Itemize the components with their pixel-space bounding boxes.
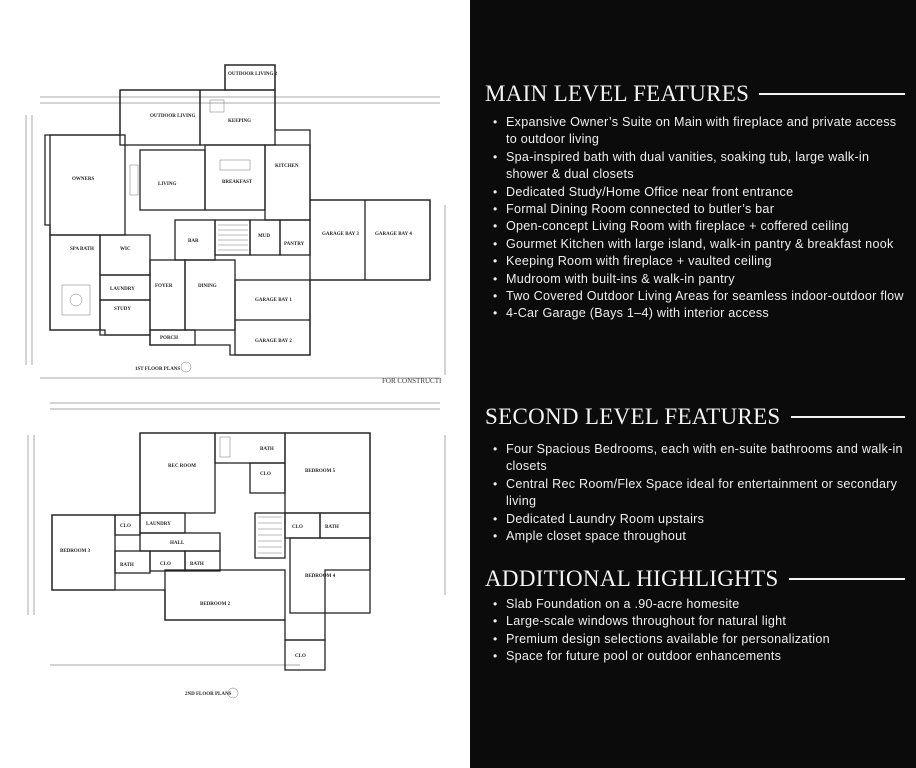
main-level-heading: MAIN LEVEL FEATURES: [485, 81, 750, 106]
feature-item: • Mudroom with built-ins & walk-in pantry: [493, 271, 905, 288]
additional-heading-row: [485, 565, 905, 593]
feature-item: • Two Covered Outdoor Living Areas for seamless indoor-outdoor flow: [493, 288, 905, 305]
feature-item: • Keeping Room with fireplace + vaulted ceiling: [493, 253, 905, 270]
second-level-heading: SECOND LEVEL FEATURES: [485, 404, 781, 429]
plan-room-label: BEDROOM 4: [305, 574, 336, 579]
plan-room-label: GARAGE BAY 2: [255, 339, 292, 344]
additional-section: [485, 565, 905, 666]
features-panel: [470, 0, 916, 768]
plan-room-label: CLO: [120, 524, 131, 529]
heading-rule: [789, 578, 905, 580]
plan-room-label: HALL: [170, 541, 185, 546]
second-level-list: [485, 441, 905, 545]
plan-room-label: LAUNDRY: [110, 287, 135, 292]
plan-room-label: BATH: [190, 562, 204, 567]
construction-stamp: FOR CONSTRUCTI: [382, 377, 442, 385]
plan-room-label: PANTRY: [284, 242, 305, 247]
plan-room-label: BEDROOM 2: [200, 602, 231, 607]
plan-room-label: MUD: [258, 234, 270, 239]
plan-room-label: GARAGE BAY 3: [322, 232, 359, 237]
plan-room-label: CLO: [292, 525, 303, 530]
plan-room-label: CLO: [160, 562, 171, 567]
feature-item: • Gourmet Kitchen with large island, walk-in pantry & breakfast nook: [493, 236, 905, 253]
second-floor-plan: [20, 395, 450, 710]
main-level-list: [485, 114, 905, 323]
second-floor-plan-title: 2ND FLOOR PLANS: [185, 692, 232, 697]
plan-room-label: BATH: [260, 447, 274, 452]
feature-item: • Dedicated Study/Home Office near front entrance: [493, 184, 905, 201]
plan-room-label: STUDY: [114, 307, 131, 312]
feature-item: • 4-Car Garage (Bays 1–4) with interior access: [493, 305, 905, 322]
additional-list: [485, 596, 905, 666]
feature-item: • Slab Foundation on a .90-acre homesite: [493, 596, 905, 613]
main-level-section: [485, 80, 905, 323]
plan-room-label: PORCH: [160, 336, 179, 341]
plan-room-label: GARAGE BAY 4: [375, 232, 412, 237]
second-level-heading-row: [485, 403, 905, 431]
plan-room-label: CLO: [295, 654, 306, 659]
feature-item: • Four Spacious Bedrooms, each with en-suite bathrooms and walk-in closets: [493, 441, 905, 476]
plan-room-label: BREAKFAST: [222, 180, 253, 185]
second-floor-plan-drawing: [20, 395, 450, 710]
plan-room-label: BEDROOM 5: [305, 469, 336, 474]
plan-room-label: SPA BATH: [70, 247, 94, 252]
plan-room-label: FOYER: [155, 284, 173, 289]
plan-room-label: OUTDOOR LIVING 2: [228, 72, 278, 77]
plan-room-label: KEEPING: [228, 119, 252, 124]
plan-room-label: GARAGE BAY 1: [255, 298, 292, 303]
first-floor-plan: [10, 45, 450, 390]
plan-room-label: LAUNDRY: [146, 522, 171, 527]
plan-room-label: BAR: [188, 239, 199, 244]
feature-item: • Ample closet space throughout: [493, 528, 905, 545]
first-floor-plan-title: 1ST FLOOR PLANS: [135, 367, 181, 372]
plan-room-label: OWNERS: [72, 177, 95, 182]
heading-rule: [791, 416, 905, 418]
plan-room-label: BEDROOM 3: [60, 549, 91, 554]
feature-item: • Space for future pool or outdoor enhancements: [493, 648, 905, 665]
feature-item: • Dedicated Laundry Room upstairs: [493, 511, 905, 528]
plan-room-label: BATH: [325, 525, 339, 530]
feature-item: • Central Rec Room/Flex Space ideal for entertainment or secondary living: [493, 476, 905, 511]
feature-item: • Premium design selections available for personalization: [493, 631, 905, 648]
plan-room-label: CLO: [260, 472, 271, 477]
additional-heading: ADDITIONAL HIGHLIGHTS: [485, 566, 779, 591]
feature-item: • Open-concept Living Room with fireplace + coffered ceiling: [493, 218, 905, 235]
feature-item: • Large-scale windows throughout for natural light: [493, 613, 905, 630]
heading-rule: [759, 93, 905, 95]
feature-item: • Expansive Owner’s Suite on Main with fireplace and private access to outdoor living: [493, 114, 905, 149]
plan-room-label: KITCHEN: [275, 164, 299, 169]
plan-room-label: WIC: [120, 247, 131, 252]
feature-item: • Formal Dining Room connected to butler’s bar: [493, 201, 905, 218]
main-level-heading-row: [485, 80, 905, 108]
feature-item: • Spa-inspired bath with dual vanities, soaking tub, large walk-in shower & dual closets: [493, 149, 905, 184]
plan-room-label: LIVING: [158, 182, 177, 187]
plan-room-label: BATH: [120, 563, 134, 568]
plan-room-label: OUTDOOR LIVING: [150, 114, 196, 119]
plan-room-label: DINING: [198, 284, 217, 289]
plan-room-label: REC ROOM: [168, 464, 196, 469]
second-level-section: [485, 403, 905, 545]
first-floor-plan-drawing: [10, 45, 450, 390]
